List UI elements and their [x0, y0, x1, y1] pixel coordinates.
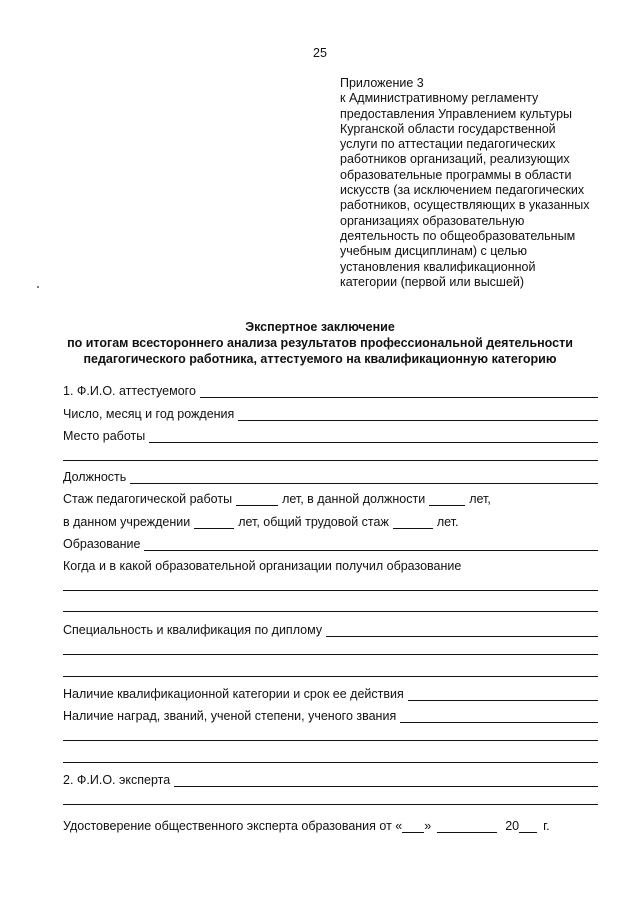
category-row [63, 685, 598, 701]
appendix-line: к Административному регламенту [340, 91, 539, 106]
uchr-row [63, 513, 493, 529]
education-label: Образование [63, 537, 141, 551]
when-where-field-line1[interactable] [63, 590, 598, 591]
fio-label: 1. Ф.И.О. аттестуемого [63, 384, 196, 398]
expert-fio-field[interactable] [174, 774, 598, 787]
appendix-line: учебным дисциплинам) с целью [340, 244, 527, 259]
stazh-position-field[interactable] [429, 493, 465, 506]
appendix-header [340, 76, 620, 290]
expert-fio-label: 2. Ф.И.О. эксперта [63, 773, 171, 787]
appendix-line: деятельность по общеобразовательным [340, 228, 576, 243]
appendix-line: организациях образовательную [340, 213, 525, 228]
total-stazh-field[interactable] [393, 516, 433, 529]
specialty-row [63, 621, 598, 637]
appendix-line: предоставления Управлением культуры [340, 106, 573, 121]
specialty-field[interactable] [326, 624, 598, 637]
when-where-label: Когда и в какой образовательной организации получил образование [63, 559, 462, 573]
awards-label: Наличие наград, званий, ученой степени, ученого звания [63, 709, 397, 723]
appendix-line: установления квалификационной [340, 259, 536, 274]
birth-row [63, 405, 598, 421]
appendix-line: работников, осуществляющих в указанных [340, 198, 590, 213]
position-row [63, 468, 598, 484]
specialty-label: Специальность и квалификация по диплому [63, 623, 323, 637]
when-where-row [63, 557, 598, 573]
certificate-label: Удостоверение общественного эксперта образования от « [63, 819, 403, 833]
specialty-field-line2[interactable] [63, 654, 598, 655]
workplace-field[interactable] [149, 430, 598, 443]
awards-field-line3[interactable] [63, 762, 598, 763]
scan-speck [37, 286, 39, 288]
stazh-mid-label: лет, в данной должности [282, 492, 426, 506]
certificate-year-suffix: г. [543, 819, 550, 833]
appendix-line: Курганской области государственной [340, 121, 556, 136]
title-line: педагогического работника, аттестуемого на квалификационную категорию [83, 352, 557, 366]
certificate-quote-close: » [424, 819, 432, 833]
uchr-years-field[interactable] [194, 516, 234, 529]
document-title [0, 319, 640, 367]
stazh-row [63, 490, 513, 506]
uchr-end-label: лет. [436, 515, 459, 529]
title-line: Экспертное заключение [245, 320, 395, 334]
uchr-label: в данном учреждении [63, 515, 191, 529]
stazh-ped-field[interactable] [236, 493, 278, 506]
appendix-line: услуги по аттестации педагогических [340, 137, 556, 152]
education-row [63, 535, 598, 551]
fio-field[interactable] [200, 385, 598, 398]
awards-field-line2[interactable] [63, 740, 598, 741]
certificate-year-field[interactable] [519, 820, 537, 833]
appendix-line: категории (первой или высшей) [340, 274, 525, 289]
certificate-year-prefix: 20 [505, 819, 520, 833]
position-field[interactable] [130, 471, 598, 484]
certificate-day-field[interactable] [402, 820, 424, 833]
position-label: Должность [63, 470, 127, 484]
expert-fio-row [63, 771, 598, 787]
birth-label: Число, месяц и год рождения [63, 407, 235, 421]
appendix-line: работников организаций, реализующих [340, 152, 570, 167]
stazh-end-label: лет, [469, 492, 491, 506]
appendix-line: Приложение 3 [340, 76, 424, 90]
awards-field[interactable] [400, 710, 598, 723]
awards-row [63, 707, 598, 723]
category-field[interactable] [408, 688, 598, 701]
certificate-row [63, 817, 568, 833]
birth-field[interactable] [238, 408, 598, 421]
when-where-field-line2[interactable] [63, 611, 598, 612]
uchr-mid-label: лет, общий трудовой стаж [238, 515, 389, 529]
workplace-label: Место работы [63, 429, 146, 443]
category-label: Наличие квалификационной категории и срок ее действия [63, 687, 404, 701]
expert-fio-field-line2[interactable] [63, 804, 598, 805]
fio-row [63, 382, 598, 398]
specialty-field-line3[interactable] [63, 676, 598, 677]
certificate-month-field[interactable] [437, 820, 497, 833]
page-number: 25 [313, 46, 327, 60]
appendix-line: искусств (за исключением педагогических [340, 183, 585, 198]
title-line: по итогам всестороннего анализа результатов профессиональной деятельности [67, 336, 573, 350]
workplace-field-line2[interactable] [63, 460, 598, 461]
education-field[interactable] [144, 538, 598, 551]
appendix-line: образовательные программы в области [340, 167, 572, 182]
stazh-label: Стаж педагогической работы [63, 492, 233, 506]
workplace-row [63, 427, 598, 443]
